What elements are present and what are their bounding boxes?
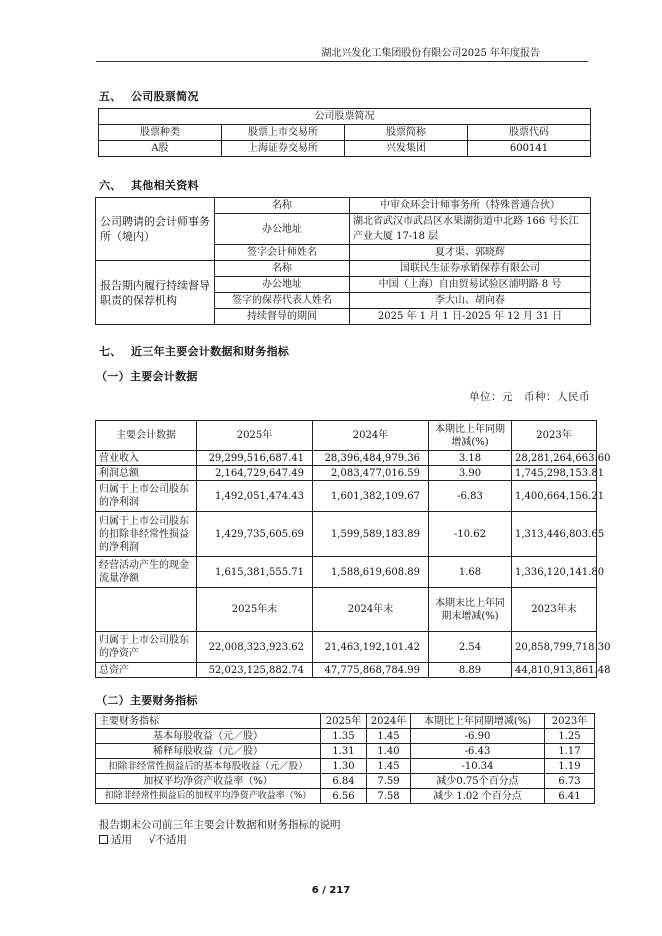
field-label: 持续督导的期间 (215, 309, 350, 325)
table-cell: 2,083,477,016.59 (313, 466, 429, 481)
table-row (96, 481, 597, 512)
table-row (96, 632, 597, 663)
table-cell: 6.73 (545, 774, 595, 789)
table-cell: -6.83 (429, 481, 512, 512)
table-header: 本期末比上年同期末增减(%) (429, 588, 512, 632)
table-header: 2025年 (197, 421, 313, 451)
field-value: 中审众环会计师事务所（特殊普通合伙） (350, 198, 591, 214)
row-label: 稀释每股收益（元／股） (96, 744, 321, 759)
explanation-note: 报告期末公司前三年主要会计数据和财务指标的说明 (99, 819, 341, 831)
table-cell: 20,858,799,718.30 (512, 632, 597, 663)
table-header: 本期比上年同期增减(%) (429, 421, 512, 451)
table-cell: A股 (99, 141, 222, 157)
table-header: 2023年 (512, 421, 597, 451)
subsection-1-heading: （一）主要会计数据 (96, 370, 198, 383)
table-header: 主要会计数据 (96, 421, 197, 451)
page-number: 6 / 217 (311, 885, 351, 896)
row-label: 营业收入 (96, 451, 197, 466)
applicability-options (99, 832, 187, 847)
table-cell: -6.43 (411, 744, 545, 759)
row-label: 加权平均净资产收益率（%） (96, 774, 321, 789)
field-label: 名称 (215, 261, 350, 277)
table-cell: 6.41 (545, 789, 595, 804)
table-cell: 2.54 (429, 632, 512, 663)
table-cell: 1.30 (321, 759, 367, 774)
table-cell: 1,615,381,555.71 (197, 557, 313, 588)
section-6-heading (99, 177, 199, 193)
table-row (96, 789, 595, 804)
sponsor-label: 报告期内履行持续督导职责的保荐机构 (96, 261, 215, 325)
table-cell: 1,745,298,153.81 (512, 466, 597, 481)
field-value: 湖北省武汉市武昌区水果湖街道中北路 166 号长江产业大厦 17-18 层 (350, 214, 591, 245)
table-cell: 6.84 (321, 774, 367, 789)
table-row (96, 759, 595, 774)
table-cell: 1.19 (545, 759, 595, 774)
financial-indicators-table (95, 713, 595, 804)
table-cell: 1,599,589,183.89 (313, 512, 429, 557)
row-label: 归属于上市公司股东的净资产 (96, 632, 197, 663)
related-info-table (95, 197, 591, 325)
field-value: 李大山、胡向春 (350, 293, 591, 309)
table-cell: 1,400,664,156.21 (512, 481, 597, 512)
table-header: 2025年末 (197, 588, 313, 632)
table-header: 2024年末 (313, 588, 429, 632)
table-cell: 29,299,516,687.41 (197, 451, 313, 466)
table-cell: 减少 1.02 个百分点 (411, 789, 545, 804)
unchecked-box-icon (99, 835, 108, 844)
table-header: 2024年 (313, 421, 429, 451)
section-title: 公司股票简况 (131, 90, 199, 103)
table-cell: 1,313,446,803.65 (512, 512, 597, 557)
subsection-2-heading: （二）主要财务指标 (96, 694, 198, 707)
table-row (96, 774, 595, 789)
table-cell: 3.18 (429, 451, 512, 466)
field-value: 国联民生证券承销保荐有限公司 (350, 261, 591, 277)
section-5-heading (99, 88, 199, 104)
section-number: 五、 (99, 90, 122, 103)
row-label: 基本每股收益（元／股） (96, 729, 321, 744)
row-label: 归属于上市公司股东的扣除非经常性损益的净利润 (96, 512, 197, 557)
table-cell: 600141 (468, 141, 591, 157)
table-cell: 3.90 (429, 466, 512, 481)
row-label: 利润总额 (96, 466, 197, 481)
table-header: 股票代码 (468, 125, 591, 141)
table-cell: 减少0.75个百分点 (411, 774, 545, 789)
table-cell: 44,810,913,861.48 (512, 663, 597, 678)
row-label: 扣除非经常性损益后的加权平均净资产收益率（%） (96, 789, 321, 804)
table-cell: 1,588,619,608.89 (313, 557, 429, 588)
stock-table (98, 108, 591, 157)
table-row (96, 451, 597, 466)
table-cell: 8.89 (429, 663, 512, 678)
table-cell: 上海证券交易所 (222, 141, 345, 157)
section-title: 其他相关资料 (131, 179, 199, 192)
unit-label: 单位：元 币种：人民币 (469, 391, 590, 403)
row-label: 总资产 (96, 663, 197, 678)
table-header: 2025年 (321, 714, 367, 729)
table-row (96, 512, 597, 557)
table-header: 股票上市交易所 (222, 125, 345, 141)
table-header: 本期比上年同期增减(%) (411, 714, 545, 729)
row-label: 扣除非经常性损益后的基本每股收益（元／股） (96, 759, 321, 774)
table-row (96, 729, 595, 744)
row-label: 经营活动产生的现金流量净额 (96, 557, 197, 588)
field-value: 夏才渠、郭晓辉 (350, 245, 591, 261)
option-not-applicable: √不适用 (148, 834, 187, 846)
field-label: 名称 (215, 198, 350, 214)
table-cell: 1.25 (545, 729, 595, 744)
row-label: 归属于上市公司股东的净利润 (96, 481, 197, 512)
table-cell: 1,429,735,605.69 (197, 512, 313, 557)
table-cell: 1.31 (321, 744, 367, 759)
table-header: 2023年 (545, 714, 595, 729)
table-header: 2023年末 (512, 588, 597, 632)
table-cell: 28,396,484,979.36 (313, 451, 429, 466)
auditor-label: 公司聘请的会计师事务所（境内） (96, 198, 215, 261)
page-header: 湖北兴发化工集团股份有限公司2025 年年度报告 (96, 44, 588, 62)
table-cell: 1,601,382,109.67 (313, 481, 429, 512)
table-cell: 1.17 (545, 744, 595, 759)
table-cell: 22,008,323,923.62 (197, 632, 313, 663)
table-cell: 1,336,120,141.80 (512, 557, 597, 588)
table-row (96, 663, 597, 678)
table-cell: -6.90 (411, 729, 545, 744)
field-label: 签字会计师姓名 (215, 245, 350, 261)
table-row (96, 466, 597, 481)
section-title: 近三年主要会计数据和财务指标 (131, 345, 290, 358)
field-label: 办公地址 (215, 214, 350, 245)
table-cell-empty (96, 588, 197, 632)
section-number: 六、 (99, 179, 122, 192)
table-header: 股票简称 (345, 125, 468, 141)
table-cell: 21,463,192,101.42 (313, 632, 429, 663)
table-cell: 6.56 (321, 789, 367, 804)
table-cell: 7.59 (367, 774, 411, 789)
table-cell: 1.40 (367, 744, 411, 759)
field-label: 签字的保荐代表人姓名 (215, 293, 350, 309)
option-applicable: 适用 (111, 834, 132, 846)
section-number: 七、 (99, 345, 122, 358)
table-cell: 1.35 (321, 729, 367, 744)
table-row (96, 744, 595, 759)
table-cell: 52,023,125,882.74 (197, 663, 313, 678)
accounting-data-table (95, 420, 611, 678)
field-value: 2025 年 1 月 1 日-2025 年 12 月 31 日 (350, 309, 591, 325)
table-cell: 7.58 (367, 789, 411, 804)
field-value: 中国（上海）自由贸易试验区浦明路 8 号 (350, 277, 591, 293)
table-cell: -10.62 (429, 512, 512, 557)
field-label: 办公地址 (215, 277, 350, 293)
table-cell: -10.34 (411, 759, 545, 774)
table-cell: 兴发集团 (345, 141, 468, 157)
section-7-heading (99, 343, 289, 359)
table-cell: 1.45 (367, 729, 411, 744)
table-title: 公司股票简况 (99, 109, 591, 125)
table-cell: 47,775,868,784.99 (313, 663, 429, 678)
table-cell: 1.45 (367, 759, 411, 774)
table-header: 股票种类 (99, 125, 222, 141)
table-cell: 1,492,051,474.43 (197, 481, 313, 512)
table-row (96, 557, 597, 588)
table-header: 2024年 (367, 714, 411, 729)
table-cell: 2,164,729,647.49 (197, 466, 313, 481)
table-cell: 28,281,264,663.60 (512, 451, 597, 466)
table-header: 主要财务指标 (96, 714, 321, 729)
table-cell: 1.68 (429, 557, 512, 588)
